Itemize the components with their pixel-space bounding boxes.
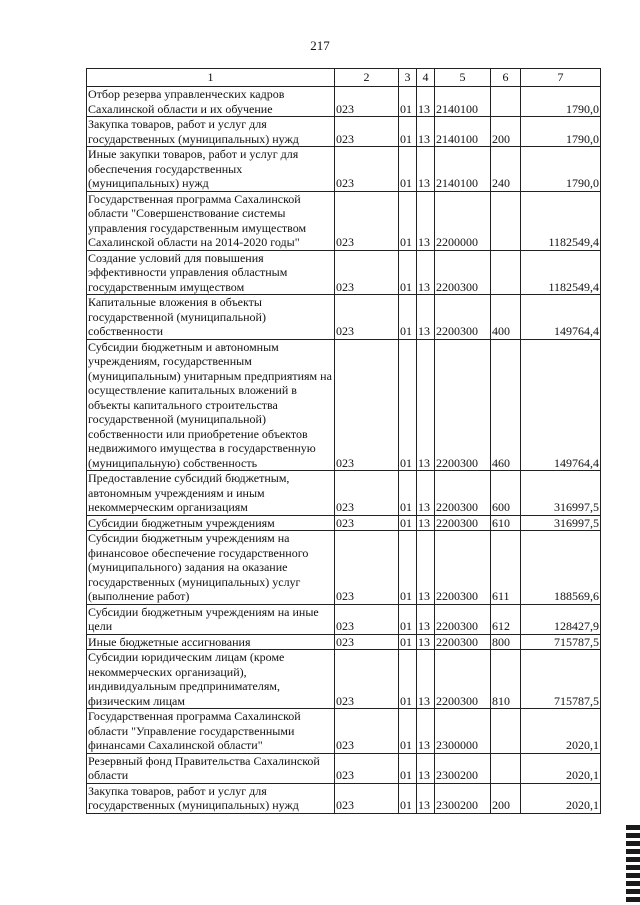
row-section-cell: 01	[399, 295, 417, 340]
row-type-cell	[491, 753, 521, 783]
row-amount-cell: 149764,4	[521, 295, 601, 340]
header-col-6: 6	[491, 69, 521, 87]
row-target-cell: 2200300	[435, 515, 491, 531]
row-subsection-cell: 13	[417, 117, 435, 147]
row-type-cell: 810	[491, 650, 521, 709]
row-target-cell: 2200300	[435, 604, 491, 634]
row-amount-cell: 188569,6	[521, 531, 601, 605]
row-type-cell: 460	[491, 339, 521, 471]
row-target-cell: 2140100	[435, 87, 491, 117]
row-section-cell: 01	[399, 250, 417, 295]
row-target-cell: 2200300	[435, 650, 491, 709]
row-target-cell: 2300200	[435, 783, 491, 813]
row-amount-cell: 2020,1	[521, 753, 601, 783]
table-row	[87, 783, 601, 813]
row-subsection-cell: 13	[417, 339, 435, 471]
row-section-cell: 01	[399, 87, 417, 117]
row-subsection-cell: 13	[417, 87, 435, 117]
row-name-cell: Создание условий для повышения эффективности управления областным государственным имуществом	[87, 250, 335, 295]
row-code-cell: 023	[335, 339, 399, 471]
row-name-cell: Иные закупки товаров, работ и услуг для обеспечения государственных (муниципальных) нужд	[87, 147, 335, 192]
row-target-cell: 2300200	[435, 753, 491, 783]
row-type-cell: 400	[491, 295, 521, 340]
row-name-cell: Отбор резерва управленческих кадров Сахалинской области и их обучение	[87, 87, 335, 117]
row-code-cell: 023	[335, 604, 399, 634]
row-target-cell: 2140100	[435, 147, 491, 192]
row-name-cell: Капитальные вложения в объекты государственной (муниципальной) собственности	[87, 295, 335, 340]
row-subsection-cell: 13	[417, 147, 435, 192]
table-row	[87, 339, 601, 471]
row-code-cell: 023	[335, 753, 399, 783]
row-amount-cell: 1790,0	[521, 147, 601, 192]
row-amount-cell: 715787,5	[521, 650, 601, 709]
table-row	[87, 471, 601, 516]
row-amount-cell: 316997,5	[521, 515, 601, 531]
page-number: 217	[310, 38, 330, 53]
row-type-cell	[491, 191, 521, 250]
row-code-cell: 023	[335, 295, 399, 340]
row-amount-cell: 1182549,4	[521, 191, 601, 250]
row-target-cell: 2200300	[435, 531, 491, 605]
table-row	[87, 250, 601, 295]
row-section-cell: 01	[399, 604, 417, 634]
row-section-cell: 01	[399, 515, 417, 531]
row-code-cell: 023	[335, 531, 399, 605]
row-name-cell: Субсидии бюджетным учреждениям на финансовое обеспечение государственного (муниципального) задания на оказание государственных (муниципальных) услуг (выполнение работ)	[87, 531, 335, 605]
row-subsection-cell: 13	[417, 191, 435, 250]
row-type-cell: 800	[491, 634, 521, 650]
row-amount-cell: 1790,0	[521, 117, 601, 147]
row-section-cell: 01	[399, 471, 417, 516]
row-type-cell: 600	[491, 471, 521, 516]
row-name-cell: Субсидии бюджетным и автономным учреждениям, государственным (муниципальным) унитарным предприятиям на осуществление капитальных вложений в объекты капитального строительства государственной (муниципальной) собственности или приобретение объектов недвижимого имущества в государственную (муниципальную) собственность	[87, 339, 335, 471]
row-subsection-cell: 13	[417, 250, 435, 295]
row-subsection-cell: 13	[417, 515, 435, 531]
row-subsection-cell: 13	[417, 531, 435, 605]
row-subsection-cell: 13	[417, 783, 435, 813]
table-row	[87, 515, 601, 531]
header-col-3: 3	[399, 69, 417, 87]
row-amount-cell: 715787,5	[521, 634, 601, 650]
row-name-cell: Закупка товаров, работ и услуг для государственных (муниципальных) нужд	[87, 783, 335, 813]
row-target-cell: 2200300	[435, 339, 491, 471]
row-type-cell: 200	[491, 117, 521, 147]
row-subsection-cell: 13	[417, 634, 435, 650]
table-row	[87, 709, 601, 754]
row-code-cell: 023	[335, 471, 399, 516]
row-section-cell: 01	[399, 650, 417, 709]
row-section-cell: 01	[399, 531, 417, 605]
row-name-cell: Резервный фонд Правительства Сахалинской области	[87, 753, 335, 783]
row-section-cell: 01	[399, 147, 417, 192]
row-section-cell: 01	[399, 709, 417, 754]
row-amount-cell: 1182549,4	[521, 250, 601, 295]
table-row	[87, 191, 601, 250]
row-section-cell: 01	[399, 783, 417, 813]
row-type-cell	[491, 87, 521, 117]
table-row	[87, 147, 601, 192]
table-header-row	[87, 69, 601, 87]
row-subsection-cell: 13	[417, 471, 435, 516]
row-subsection-cell: 13	[417, 295, 435, 340]
row-name-cell: Иные бюджетные ассигнования	[87, 634, 335, 650]
row-name-cell: Государственная программа Сахалинской области "Совершенствование системы управления государственным имуществом Сахалинской области на 2014-2020 годы"	[87, 191, 335, 250]
row-code-cell: 023	[335, 87, 399, 117]
row-target-cell: 2140100	[435, 117, 491, 147]
row-target-cell: 2300000	[435, 709, 491, 754]
row-type-cell: 611	[491, 531, 521, 605]
row-name-cell: Закупка товаров, работ и услуг для государственных (муниципальных) нужд	[87, 117, 335, 147]
table-row	[87, 531, 601, 605]
table-row	[87, 634, 601, 650]
table-row	[87, 87, 601, 117]
row-amount-cell: 316997,5	[521, 471, 601, 516]
row-subsection-cell: 13	[417, 753, 435, 783]
row-code-cell: 023	[335, 117, 399, 147]
row-code-cell: 023	[335, 147, 399, 192]
row-name-cell: Государственная программа Сахалинской области "Управление государственными финансами Сахалинской области"	[87, 709, 335, 754]
row-code-cell: 023	[335, 783, 399, 813]
row-name-cell: Субсидии юридическим лицам (кроме некоммерческих организаций), индивидуальным предпринимателям, физическим лицам	[87, 650, 335, 709]
row-code-cell: 023	[335, 250, 399, 295]
row-name-cell: Предоставление субсидий бюджетным, автономным учреждениям и иным некоммерческим организациям	[87, 471, 335, 516]
row-target-cell: 2200000	[435, 191, 491, 250]
row-code-cell: 023	[335, 515, 399, 531]
row-subsection-cell: 13	[417, 709, 435, 754]
row-amount-cell: 149764,4	[521, 339, 601, 471]
budget-table	[86, 68, 601, 814]
table-row	[87, 295, 601, 340]
row-amount-cell: 2020,1	[521, 709, 601, 754]
row-type-cell: 200	[491, 783, 521, 813]
table-body	[87, 87, 601, 814]
row-type-cell: 612	[491, 604, 521, 634]
row-type-cell	[491, 250, 521, 295]
row-type-cell: 610	[491, 515, 521, 531]
row-subsection-cell: 13	[417, 604, 435, 634]
row-section-cell: 01	[399, 339, 417, 471]
row-subsection-cell: 13	[417, 650, 435, 709]
row-section-cell: 01	[399, 753, 417, 783]
row-target-cell: 2200300	[435, 471, 491, 516]
table-row	[87, 117, 601, 147]
row-target-cell: 2200300	[435, 295, 491, 340]
row-section-cell: 01	[399, 191, 417, 250]
row-amount-cell: 1790,0	[521, 87, 601, 117]
scan-edge-mark	[626, 825, 640, 903]
row-target-cell: 2200300	[435, 250, 491, 295]
header-col-7: 7	[521, 69, 601, 87]
row-amount-cell: 128427,9	[521, 604, 601, 634]
row-code-cell: 023	[335, 709, 399, 754]
row-amount-cell: 2020,1	[521, 783, 601, 813]
row-section-cell: 01	[399, 117, 417, 147]
table-row	[87, 604, 601, 634]
row-type-cell: 240	[491, 147, 521, 192]
row-code-cell: 023	[335, 650, 399, 709]
row-target-cell: 2200300	[435, 634, 491, 650]
row-name-cell: Субсидии бюджетным учреждениям	[87, 515, 335, 531]
row-code-cell: 023	[335, 191, 399, 250]
header-col-2: 2	[335, 69, 399, 87]
row-section-cell: 01	[399, 634, 417, 650]
row-name-cell: Субсидии бюджетным учреждениям на иные цели	[87, 604, 335, 634]
header-col-4: 4	[417, 69, 435, 87]
row-type-cell	[491, 709, 521, 754]
header-col-1: 1	[87, 69, 335, 87]
row-code-cell: 023	[335, 634, 399, 650]
header-col-5: 5	[435, 69, 491, 87]
table-row	[87, 753, 601, 783]
table-row	[87, 650, 601, 709]
